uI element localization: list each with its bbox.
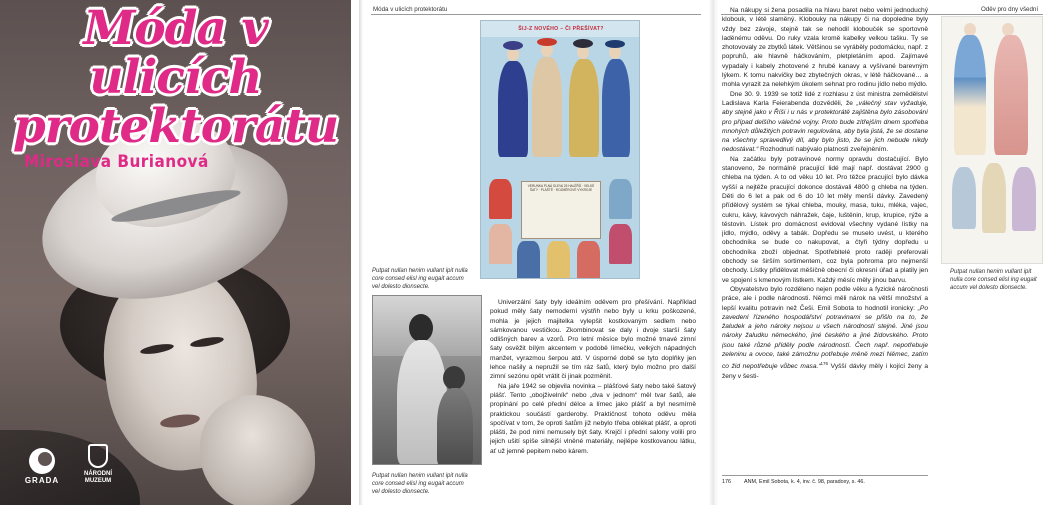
footnote [722,475,928,485]
sketch-garment [1012,167,1036,231]
historical-photo [372,295,482,465]
photo-head [409,314,433,342]
footnote-text: ANM, Emil Sobota, k. 4, inv. č. 98, paradoxy, s. 46. [744,479,865,485]
paragraph: Na nákupy si žena posadila na hlavu baret nebo velmi jednoduchý klobouk, v létě slaměný. Klobouky na nákupy či na dopoledne byly vždy bez závoje, stejně tak se nehodil kloboučék se sportovně laděnému oděvu. Do ruky vzala kromě kabelky velkou tašku. Ty se zhotovovaly ze zbytků látek. Většinou se vyráběly podomácku, např. z popruhů, ale hlavně háčkováním, pletpletáním apod. Zajímavé vypadaly i kabely zhotovené z hrubé kanavy a vyšívané barevným lýkem. K tomu nakvičky bez zbytečných okras, v létě háčkované… a mohla vyrazit za nelehkým úkolem sehnat pro rodinu jídlo nebo mýdlo. [722,7,928,89]
photo-child [437,388,473,465]
dress-figure-small [547,241,570,279]
footnote-ref: 176 [820,361,829,367]
cover-title: Móda v ulicích protektorátu [12,1,339,154]
sketch-garment [982,163,1006,233]
header-rule-left [371,14,701,15]
dress-figure [569,59,599,157]
paragraph: Na jaře 1942 se objevila novinka – plášťové šaty nebo také šatový plášť. Tento „obojživelník“ nebo „dva v jednom“ měl tvar šatů, ale propínání po celé přední délce a límec jako plášť a byl nesmírně praktickou součástí garderoby. Praktičnost tohoto oděvu měla spočívat v tom, že oproti šatům již nebylo třeba oblékat plášť, a oproti plášti, že pod nimi nemusely být šaty. Krejčí i přední salony volili pro jejich ušití spíše silnější vlněné materiály, nejlépe kostkovanou látku, ať už jemně pepitem nebo kárem. [490,382,696,455]
text-run: Dne 30. 9. 1939 se totiž lidé z rozhlasu z úst ministra zemědělství Ladislava Karla Feierabenda dozvěděli, že [722,90,928,107]
dress-figure-small [517,241,540,279]
dress-figure-small [609,224,632,264]
fashion-sketch-image [941,16,1043,264]
grada-logo-label: GRADA [24,476,60,485]
cover-hand [200,395,315,505]
quote: „válečný stav vyžaduje, aby stejně jako v Říši i u nás v protektorátě zajištěna bylo zásobování pro případ delšího válečné vojny. Proto bude zítřejším dnem spotřeba mnohých důležitých potravin regulována, aby byla jistá, že se dostane na všechny spravedlivý díl, aby bylo jisto, že se jich nebude nikdy nedostávat.“ [722,99,928,154]
dress-figure [498,61,528,157]
dress-figure-small [489,224,512,264]
magazine-inset-text: VERUNKA PLNÁ SLEVA 25 HALÉŘŮ · VELKÉ ŠATY · PLÁŠTĚ · ROZMĚROVÉ VYKROJE [527,184,595,193]
footnote-number: 176 [722,479,731,485]
dress-figure [532,57,562,157]
left-page-text [490,298,696,491]
sketch-figure [954,35,986,155]
quote: „Po zavedení řízeného hospodářství potravinami se přišlo na to, že žaludek a jeho nároky nejsou u všech národností stejné. Jiné jsou nároky žaludku německého, jiné českého a jiné židovského. Proto jsou také různé příděly podle národností. Čech např. nepotřebuje zeleninu a ovoce, také zámožnu potřebuje měně mezi Němec, zatím co žid nepotřebuje vůbec masa.“ [722,304,928,371]
magazine-inset-box [521,181,601,239]
dress-figure-small [489,179,512,219]
running-header-right: Oděv pro dny všední [981,6,1039,13]
text-run: Vyšší dávky měly i kojící ženy a ženy v šesti- [722,363,928,380]
photo-child-head [443,366,465,390]
book-cover[interactable] [0,0,351,505]
narodni-muzeum-logo [76,444,120,485]
museum-logo-label: NÁRODNÍ MUZEUM [84,471,112,484]
magazine-title: ŠIJ-Z NOVÉHO – ČI PŘEŠÍVAT? [518,26,604,32]
dress-figure [602,59,630,157]
paragraph: Univerzální šaty byly ideálním oděvem pro přešívání. Například pokud měly šaty nemoderní výstřih nebo byly u krku poškozené, mohla je jejich majitelka vylepšit kostkovaným sedlem nebo sámkovanou vestičkou. Zkombinovat se daly i dvoje starší šaty odlišných barev a vzorů. Pro letní měsíce bylo možné tmavé zimní šaty osvěžit bílým akcentem v podobě límečku, velkých nápadných manžet, vyrazmou šerpou atd. V úsporné době se tyto doplňky jen lehce našily a nepružil se tím ráz šatů, který bylo možno pro další zimní sezónu opět vrátit či jinak pozměnit. [490,299,696,381]
paragraph: Na začátku byly potravinové normy opravdu dostačující. Bylo stanoveno, že normálně pracující lidé mají např. dostávat 2900 g chleba na týden. A to od věku 10 let. Pro těžce pracující bylo dávka vyšší a nejtěže pracující dokonce dostávali 4800 g chleba na týden. Děti do 6 let a pak od 6 do 10 let měly menší dávky. Zavedený přídělový systém se týkal chleba, mouky, masa, tuku, mléka, vajec, cukru, kávy, kávových náhražek, čaje, luštěnin, krup, krupice, rýže a těstovin. Lístek pro domácnost evidoval všechny vydané lístky na jídlo, mýdlo, oděvy a tabák. Dopředu se muselo uvést, u kterého obchodníka se bude co nakupovat, a čtyři týdny dopředu u obchodníka zboží objednat. Spotřebitelé proto raději preferovali obchody se širším sortimentem, coz byla pohroma pro nejmenší obchody. Lístky přidělovat měšíčně obecní či okresní úřad a platily jen ve spojení s kmenovým lístkem. Každý měsíc měly jinou barvu. [722,155,928,284]
caption-sketch: Putpat nullan henim vullant ipit nulla core consed elisl ing eugait accum vel dolesto dionsecte. [950,269,1037,291]
spread-edge [359,0,363,505]
paragraph [722,90,928,155]
right-page-text [722,6,928,474]
figure-hat [537,38,557,46]
figure-hat [605,40,625,48]
paragraph [722,285,928,381]
cover-author: Miroslava Burianová [24,152,209,172]
magazine-cover-image [480,20,640,279]
page-spread[interactable] [359,0,1046,505]
text-run: Obyvatelstvo bylo rozděleno nejen podle věku a fyzické náročnosti práce, ale i podle národnosti. Němci měli nárok na větší množství a lepší kvalitu potravin než Češi. Emil Sobota to hodnotil ironicky: [722,285,928,312]
grada-logo [22,448,62,485]
figure-hat [573,39,593,48]
sketch-garment [952,167,976,229]
museum-crest-icon [88,444,108,468]
dress-figure-small [609,179,632,219]
spread-gutter [709,0,719,505]
figure-hat [503,41,523,50]
text-run: Rozhodnutí nabývalo platnosti zveřejněním. [758,146,889,154]
caption-magazine: Putpat nullan henim vullant ipit nulla core consed elisl ing eugait accum vel dolesto dionsecte. [372,268,468,290]
dress-figure-small [577,241,600,279]
grada-logo-icon [29,448,55,474]
running-header-left: Móda v ulicích protektorátu [373,6,448,13]
sketch-figure [994,35,1028,155]
caption-photo: Putpat nullan henim vullant ipit nulla core consed elisl ing eugait accum vel dolesto dionsecte. [372,473,468,495]
